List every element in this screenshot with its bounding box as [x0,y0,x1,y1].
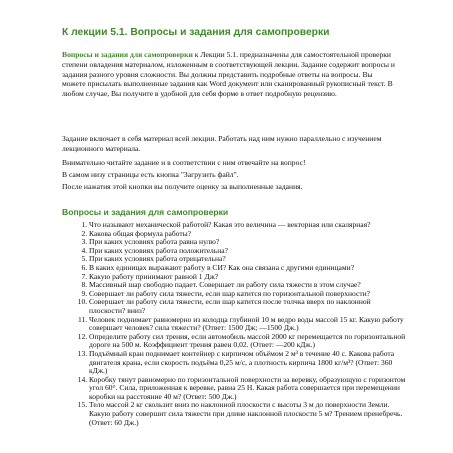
page-title: К лекции 5.1. Вопросы и задания для самопроверки [62,27,330,38]
question-item: 7. Какую работу принимают равной 1 Дж? [89,273,407,282]
question-item: 14. Коробку тянут равномерно по горизонтальной поверхности за веревку, образующую с горизонтом угол 60°. Сила, приложенная к веревке, равна 25 Н. Какая работа совершается при перемещении коробки на расстояние 40 м? (Ответ: 500 Дж.) [89,376,407,402]
question-item: 11. Человек поднимает равномерно из колодца глубиной 10 м ведро воды массой 15 кг. Какую работу совершает человек? сила тяжести? (Ответ: 1500 Дж; —1500 Дж.) [89,316,407,333]
question-item: 13. Подъёмный кран поднимает контейнер с кирпичом объёмом 2 м³ в течение 40 с. Какова работа двигателя крана, если скорость подъёма 0,25 м/с, а плотность кирпича 1800 кг/м³? (Ответ: 360 кДж.) [89,350,407,376]
section-title: Вопросы и задания для самопроверки [62,207,229,217]
question-item: 4. При каких условиях работа положительна? [89,247,407,256]
paragraph-upload-button: В самом низу страницы есть кнопка "Загрузить файл". [62,170,239,179]
question-item: 9. Совершает ли работу сила тяжести, если шар катится по горизонтальной поверхности? [89,290,407,299]
intro-text: к Лекции 5.1. предназначены для самостоятельной проверки степени овладения материалом, изложенным в соответствующей лекции. Задание содержит вопросы и задания разного уровня сложности. Вы должны представить подробные ответы на вопросы. Вы можете присылать выполненные задания как Word документ или сканированный рукописный текст. В любом случае, Вы получите в удобной для себя форме в ответ подробную рецензию. [62,50,396,99]
intro-paragraph [62,50,398,99]
question-item: 8. Массивный шар свободно падает. Совершает ли работу сила тяжести в этом случае? [89,281,407,290]
question-item: 5. При каких условиях работа отрицательна? [89,255,407,264]
question-item: 15. Тело массой 2 кг скользит вниз по наклонной плоскости с высоты 3 м до поверхности Земли. Какую работу совершит сила тяжести при длине наклонной плоскости 5 м? Трением пренебречь. (Ответ: 60 Дж.) [89,401,407,427]
paragraph-grade: После нажатия этой кнопки вы получите оценку за выполненные задания. [62,182,303,191]
paragraph-task-scope: Задание включает в себя материал всей лекции. Работать над ним нужно параллельно с изучением лекционного материала. [62,134,382,153]
intro-lead: Вопросы и задания для самопроверки [62,50,193,59]
question-item: 1. Что называют механической работой? Какая это величина — векторная или скалярная? [89,221,407,230]
question-item: 6. В каких единицах выражают работу в СИ? Как она связана с другими единицами? [89,264,407,273]
paragraph-read-carefully: Внимательно читайте задание и в соответствии с ним отвечайте на вопрос! [62,158,306,167]
question-item: 3. При каких условиях работа равна нулю? [89,238,407,247]
question-item: 12. Определите работу сил трения, если автомобиль массой 2000 кг перемещается по горизонтальной дороге на 500 м. Коэффициент трения равен 0,02. (Ответ: —200 кДж.) [89,333,407,350]
question-list [72,221,407,427]
question-item: 10. Совершает ли работу сила тяжести, если шар катится после толчка вверх по наклонной плоскости? вниз? [89,298,407,315]
question-item: 2. Какова общая формула работы? [89,230,407,239]
